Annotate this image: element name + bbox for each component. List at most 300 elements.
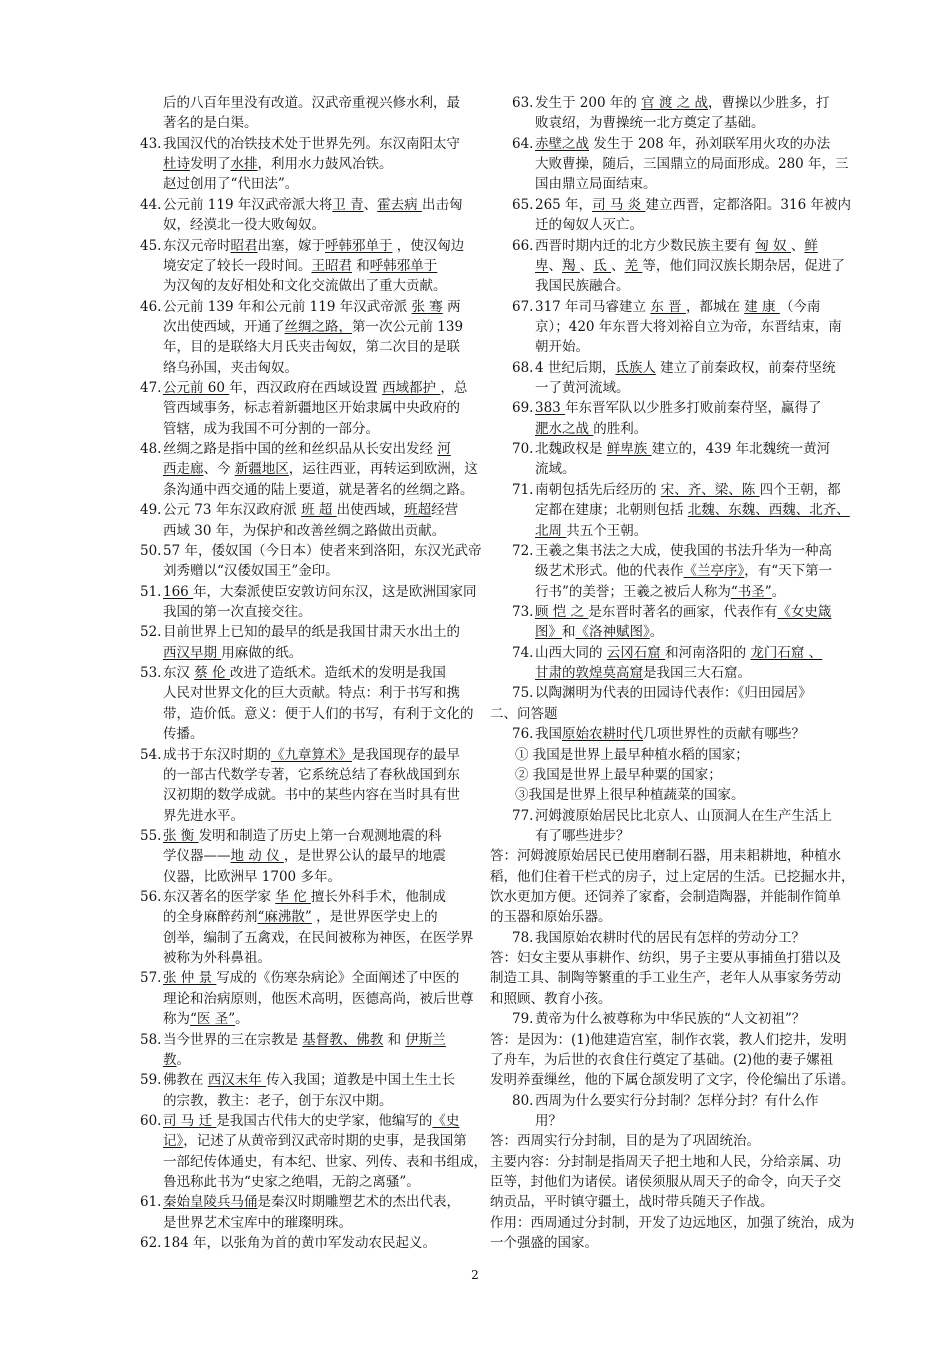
text-run: 和河南洛阳的 <box>665 644 751 661</box>
text-run: 制造工具、制陶等繁重的手工业生产，老年人从事家务劳动 <box>490 970 841 987</box>
text-run: 是我国三大石窟。 <box>643 665 751 682</box>
list-item <box>490 358 870 399</box>
text-run: 265 年， <box>535 196 593 213</box>
text-line <box>140 989 485 1009</box>
underlined-term: 丝绸之路， <box>284 318 352 335</box>
text-line <box>490 195 870 215</box>
text-line <box>140 297 485 317</box>
underlined-term: 北周 <box>535 522 567 539</box>
text-run: ③我国是世界上很早种植蔬菜的国家。 <box>515 787 745 804</box>
text-run: 公元 73 年东汉政府派 <box>163 502 302 519</box>
text-line <box>490 154 870 174</box>
text-run: 东汉著名的医学家 <box>163 889 276 906</box>
text-run: ② 我国是世界上最早种粟的国家； <box>515 766 722 783</box>
text-run: 朝开始。 <box>535 339 589 356</box>
underlined-term: 水排 <box>230 156 258 173</box>
item-number: 43. <box>140 135 162 152</box>
underlined-term: 淝水之战 <box>535 420 594 437</box>
text-run: 汉初期的数学成就。书中的某些内容在当时具有世 <box>163 787 460 804</box>
text-run: 丝绸之路是指中国的丝和丝织品从长安出发经 <box>163 441 438 458</box>
answer-line <box>490 1172 870 1192</box>
text-line <box>490 724 870 744</box>
text-run: （今南 <box>779 298 821 315</box>
text-line <box>140 1030 485 1050</box>
text-run: 。 <box>176 1051 190 1068</box>
text-line <box>490 826 870 846</box>
item-number: 51. <box>140 583 162 600</box>
question-block <box>490 1009 870 1090</box>
item-number: 77. <box>512 807 534 824</box>
underlined-term: 地 动 仪 <box>230 848 284 865</box>
text-run: 、 <box>790 237 805 254</box>
item-number: 54. <box>140 746 162 763</box>
underlined-term: 北魏、东魏、西魏、北齐、 <box>687 502 850 519</box>
text-line <box>140 765 485 785</box>
underlined-term: 《兰亭序》 <box>683 563 745 580</box>
answer-line <box>490 989 870 1009</box>
text-line <box>140 1070 485 1090</box>
item-number: 74. <box>512 644 534 661</box>
text-run: 著名的是白渠。 <box>163 115 258 132</box>
underlined-term: 官 渡 之 战 <box>641 95 709 111</box>
text-run: 理论和治病原则，他医术高明，医德高尚，被后世尊 <box>163 990 474 1007</box>
text-run: 我国民族融合。 <box>535 278 630 295</box>
text-line <box>140 337 485 357</box>
text-line <box>490 500 870 520</box>
text-line <box>140 867 485 887</box>
text-run: 出击匈 <box>421 196 463 213</box>
item-number: 62. <box>140 1235 162 1252</box>
text-line <box>140 1091 485 1111</box>
text-line <box>490 113 870 133</box>
text-run: 河姆渡原始居民比北京人、山顶洞人在生产生活上 <box>535 807 832 824</box>
underlined-term: 秦始皇陵兵马俑 <box>163 1194 258 1211</box>
text-run: 饮水更加方便。还饲养了家畜，会制造陶器，并能制作简单 <box>490 889 841 906</box>
text-run: 是世界艺术宝库中的璀璨明珠。 <box>163 1214 352 1231</box>
underlined-term: 记》 <box>163 1133 184 1150</box>
text-run: ，使汉匈边 <box>392 237 465 254</box>
underlined-term: 张 衡 <box>163 827 199 844</box>
text-run: 山西大同的 <box>535 644 607 661</box>
underlined-term: 龙门石窟 、 <box>750 644 823 661</box>
item-number: 58. <box>140 1031 162 1048</box>
text-line <box>140 1131 485 1151</box>
text-run: 我国原始农耕时代的居民有怎样的劳动分工？ <box>535 929 805 946</box>
list-item <box>140 1111 485 1192</box>
text-run: 发生于 208 年，孙刘联军用火攻的办法 <box>589 135 831 152</box>
right-column <box>490 93 870 1253</box>
list-item <box>140 1070 485 1111</box>
item-number: 72. <box>512 542 534 559</box>
text-run: 和 <box>352 257 370 274</box>
underlined-term: 班 超 <box>301 502 337 519</box>
item-number: 73. <box>512 603 534 620</box>
answer-line <box>490 1192 870 1212</box>
underlined-term: 羌 <box>624 257 643 274</box>
text-run: 刘秀赠以“汉倭奴国王”金印。 <box>163 563 339 580</box>
text-run: 为汉匈的友好相处和文化交流做出了重大贡献。 <box>163 278 447 295</box>
text-run: 我国 <box>535 726 562 743</box>
text-run: 东汉 <box>163 665 195 682</box>
answer-line <box>490 1070 870 1090</box>
underlined-term: 西域都护 <box>382 380 441 397</box>
text-line <box>490 337 870 357</box>
underlined-term: 顾 恺 之 <box>535 603 589 620</box>
text-line <box>140 1009 485 1029</box>
text-run: 国由鼎立局面结束。 <box>535 176 657 193</box>
left-column <box>140 93 485 1253</box>
list-item <box>140 134 485 195</box>
text-run: 答：是因为：(1)他建造宫室，制作衣裳，教人们挖井，发明 <box>490 1031 847 1048</box>
text-line <box>140 1111 485 1131</box>
text-line <box>490 358 870 378</box>
text-line <box>140 785 485 805</box>
text-line <box>490 602 870 622</box>
answer-point <box>490 745 870 765</box>
text-run: ，有“天下第一 <box>744 563 833 580</box>
text-run: 。 <box>235 1011 249 1028</box>
underlined-term: 氐 <box>593 257 612 274</box>
underlined-term: “书圣” <box>730 583 772 600</box>
text-line <box>140 541 485 561</box>
underlined-term: 河 <box>437 441 451 458</box>
underlined-term: 166 <box>163 583 194 600</box>
underlined-term: 司 马 炎 <box>592 196 646 213</box>
list-item <box>140 663 485 744</box>
item-number: 64. <box>512 135 534 152</box>
question-block <box>490 1091 870 1254</box>
underlined-term: 云冈石窟 <box>606 644 666 661</box>
item-number: 56. <box>140 889 162 906</box>
item-number: 55. <box>140 827 162 844</box>
text-run: 57 年，倭奴国（今日本）使者来到洛阳，东汉光武帝 <box>163 542 482 559</box>
underlined-term: “麻沸散” <box>257 909 312 926</box>
text-run: 、 <box>579 257 594 274</box>
text-run: 几项世界性的贡献有哪些？ <box>643 726 805 743</box>
underlined-term: 张 仲 景 <box>163 970 217 987</box>
underlined-term: 《九章算术》 <box>271 746 352 763</box>
text-run: 、 <box>363 196 378 213</box>
underlined-term: 原始农耕时代 <box>562 726 643 743</box>
text-run: ，曹操以少胜多，打 <box>708 95 830 111</box>
text-line <box>490 256 870 276</box>
text-line <box>490 541 870 561</box>
underlined-term: 东 晋 <box>650 298 686 315</box>
text-run: 成书于东汉时期的 <box>163 746 271 763</box>
text-run: 发明和制造了历史上第一台观测地震的科 <box>198 827 442 844</box>
answer-point <box>490 765 870 785</box>
text-run: ① 我国是世界上最早种植水稻的国家； <box>515 746 749 763</box>
list-item <box>490 643 870 684</box>
text-run: 是东晋时著名的画家，代表作有 <box>588 603 778 620</box>
item-number: 60. <box>140 1112 162 1129</box>
list-item <box>140 887 485 968</box>
text-run: 。 <box>771 583 786 600</box>
list-item <box>490 602 870 643</box>
text-line <box>490 622 870 642</box>
list-item <box>490 480 870 541</box>
item-number: 69. <box>512 400 534 417</box>
text-run: 流域。 <box>535 461 576 478</box>
text-run: 一个强盛的国家。 <box>490 1235 598 1252</box>
list-item <box>140 378 485 439</box>
text-run: 用麻做的纸。 <box>221 644 303 661</box>
text-line <box>490 378 870 398</box>
item-number: 65. <box>512 196 534 213</box>
text-run: 四个王朝，都 <box>759 481 841 498</box>
text-run: 东汉元帝时 <box>163 237 231 254</box>
text-line <box>140 582 485 602</box>
text-run: 西域 30 年，为保护和改善丝绸之路做出贡献。 <box>163 522 446 539</box>
underlined-term: 卫 青 <box>332 196 364 213</box>
underlined-term: 昭君 <box>230 237 258 254</box>
text-line <box>140 846 485 866</box>
text-run: 境安定了较长一段时间。 <box>163 257 312 274</box>
underlined-term: 华 佗 <box>275 889 311 906</box>
text-run: 条沟通中西交通的陆上要道，就是著名的丝绸之路。 <box>163 481 474 498</box>
underlined-term: 基督教、佛教 <box>302 1031 384 1048</box>
underlined-term: 宋、齐、梁、陈 <box>660 481 760 498</box>
text-line <box>140 561 485 581</box>
text-run: 络乌孙国，夹击匈奴。 <box>163 359 298 376</box>
item-number: 78. <box>512 929 534 946</box>
item-number: 57. <box>140 970 162 987</box>
item-number: 67. <box>512 298 534 315</box>
text-run: 、 <box>548 257 562 274</box>
item-number: 49. <box>140 502 162 519</box>
item-number: 76. <box>512 726 534 743</box>
text-line <box>490 439 870 459</box>
text-run: 被称为外科鼻祖。 <box>163 950 271 967</box>
text-line <box>490 561 870 581</box>
text-run: 年，目的是联络大月氏夹击匈奴，第二次目的是联 <box>163 339 460 356</box>
text-run: 出塞，嫁于 <box>257 237 325 254</box>
text-run: 行书”的美誉；王羲之被后人称为 <box>535 583 731 600</box>
text-line <box>140 683 485 703</box>
item-number: 70. <box>512 441 534 458</box>
underlined-term: 图》 <box>535 624 562 641</box>
underlined-term: 建 康 <box>744 298 780 315</box>
text-line <box>140 1172 485 1192</box>
text-run: 大败曹操，随后，三国鼎立的局面形成。280 年，三 <box>535 156 849 173</box>
text-run: 作用：西周通过分封制，开发了边远地区，加强了统治，成为 <box>490 1214 855 1231</box>
underlined-term: 西汉末年 <box>207 1072 267 1089</box>
underlined-term: 王昭君 <box>311 257 352 274</box>
list-item <box>490 541 870 602</box>
text-line <box>490 419 870 439</box>
text-run: 西周为什么要实行分封制？怎样分封？有什么作 <box>535 1092 819 1109</box>
answer-point <box>490 785 870 805</box>
underlined-term: 班超 <box>404 502 432 519</box>
text-line <box>140 622 485 642</box>
text-line <box>140 1233 485 1253</box>
text-line <box>490 1009 870 1029</box>
text-line <box>140 907 485 927</box>
item-number: 47. <box>140 380 162 397</box>
underlined-term: 《女史箴 <box>777 603 832 620</box>
text-run: 次出使西域，开通了 <box>163 318 285 335</box>
question-block <box>490 806 870 928</box>
list-item <box>140 745 485 826</box>
answer-line <box>490 846 870 866</box>
item-number: 46. <box>140 298 162 315</box>
text-run: 称为 <box>163 1011 190 1028</box>
list-item <box>490 134 870 195</box>
text-line <box>140 948 485 968</box>
text-run: 当今世界的三在宗教是 <box>163 1031 303 1048</box>
text-line <box>490 276 870 296</box>
page-number: 2 <box>471 1268 479 1282</box>
text-run: 迁的匈奴人灭亡。 <box>535 217 643 234</box>
list-item <box>490 236 870 297</box>
text-run: 共五个王朝。 <box>566 522 648 539</box>
text-run: 建立西晋，定都洛阳。316 年被内 <box>645 196 851 213</box>
list-item <box>140 622 485 663</box>
text-run: 的玉器和原始乐器。 <box>490 909 612 926</box>
item-number: 66. <box>512 237 534 254</box>
text-run: 界先进水平。 <box>163 807 244 824</box>
underlined-term: 卑 <box>535 257 549 274</box>
text-run: 是我国古代伟大的史学家，他编写的 <box>216 1112 433 1129</box>
underlined-term: 赤壁之战 <box>535 135 589 152</box>
text-line <box>490 928 870 948</box>
item-number: 45. <box>140 237 162 254</box>
text-run: ，运往西亚，再转运到欧洲，这 <box>288 461 478 478</box>
text-run: 传播。 <box>163 726 204 743</box>
text-run: 一部纪传体通史，有本纪、世家、列传、表和书组成， <box>163 1153 487 1170</box>
text-run: 。 <box>649 624 664 641</box>
text-line <box>490 643 870 663</box>
answer-line <box>490 948 870 968</box>
text-run: 败袁绍，为曹操统一北方奠定了基础。 <box>535 115 765 132</box>
text-run: 臣等，封他们为诸侯。诸侯须服从周天子的命令，向天子交 <box>490 1174 841 1191</box>
text-run: 经营 <box>431 502 459 519</box>
text-run: 年，西汉政府在西域设置 <box>229 380 383 397</box>
underlined-term: 呼韩邪单于 <box>325 237 393 254</box>
list-item <box>140 1192 485 1233</box>
text-line <box>140 602 485 622</box>
text-run: 黄帝为什么被尊称为中华民族的“人文初祖”？ <box>535 1011 806 1028</box>
text-run: 有了哪些进步？ <box>535 827 630 844</box>
text-run: 317 年司马睿建立 <box>535 298 651 315</box>
list-item <box>140 439 485 500</box>
text-run: 等，他们同汉族长期杂居，促进了 <box>642 257 845 274</box>
question-block <box>490 928 870 1009</box>
text-line <box>140 724 485 744</box>
text-run: 西晋时期内迁的北方少数民族主要有 <box>535 237 756 254</box>
text-line <box>490 459 870 479</box>
text-line <box>140 480 485 500</box>
text-run: 和 <box>383 1031 406 1048</box>
text-run: 公元前 139 年和公元前 119 年汉武帝派 <box>163 298 412 315</box>
item-number: 79. <box>512 1011 534 1028</box>
text-line <box>490 1111 870 1131</box>
answer-line <box>490 1030 870 1050</box>
text-line <box>140 419 485 439</box>
underlined-term: 呼韩邪单于 <box>369 257 438 274</box>
text-run: 的宗教，教主：老子，创于东汉中期。 <box>163 1092 393 1109</box>
text-line <box>140 195 485 215</box>
list-item <box>140 195 485 236</box>
text-run: 以陶渊明为代表的田园诗代表作：《归田园居》 <box>535 685 812 702</box>
text-line <box>140 317 485 337</box>
item-number: 68. <box>512 359 534 376</box>
item-number: 48. <box>140 441 162 458</box>
text-run: 我国的第一次直接交往。 <box>163 603 312 620</box>
text-run: 答：妇女主要从事耕作、纺织，男子主要从事捕鱼打猎以及 <box>490 950 841 967</box>
text-run: 用？ <box>535 1112 562 1129</box>
text-run: 、今 <box>203 461 235 478</box>
text-run: 仪器，比欧洲早 1700 多年。 <box>163 868 341 885</box>
text-run: 出使西域， <box>336 502 405 519</box>
text-run: ，记述了从黄帝到汉武帝时期的史事，是我国第 <box>183 1133 467 1150</box>
text-run: 南朝包括先后经历的 <box>535 481 661 498</box>
text-run: 目前世界上已知的最早的纸是我国甘肃天水出土的 <box>163 624 460 641</box>
list-item <box>490 93 870 134</box>
text-line <box>140 215 485 235</box>
text-line <box>140 1192 485 1212</box>
text-line <box>140 521 485 541</box>
underlined-term: 羯 <box>562 257 580 274</box>
text-line <box>490 174 870 194</box>
text-line <box>140 663 485 683</box>
list-item <box>490 683 870 703</box>
list-item <box>140 93 485 134</box>
text-run: 和照顾、教育小孩。 <box>490 990 612 1007</box>
text-line <box>140 154 485 174</box>
list-item <box>490 398 870 439</box>
item-number: 52. <box>140 624 162 641</box>
text-line <box>140 500 485 520</box>
text-run: 、 <box>611 257 625 274</box>
text-run: 一了黄河流域。 <box>535 380 630 397</box>
list-item <box>490 297 870 358</box>
text-line <box>140 806 485 826</box>
text-run: 建立的，439 年北魏统一黄河 <box>651 441 831 458</box>
text-line <box>140 256 485 276</box>
underlined-term: 蔡 伦 <box>194 665 230 682</box>
item-number: 59. <box>140 1072 162 1089</box>
text-line <box>490 317 870 337</box>
text-line <box>140 1213 485 1233</box>
text-run: 王羲之集书法之大成，使我国的书法升华为一种高 <box>535 542 832 559</box>
underlined-term: 公元前 60 <box>163 380 230 397</box>
text-run: 的全身麻醉药剂 <box>163 909 258 926</box>
text-run: 的胜利。 <box>593 420 648 437</box>
underlined-term: 西汉早期 <box>163 644 222 661</box>
underlined-term: 新疆地区 <box>234 461 289 478</box>
text-run: 我国汉代的冶铁技术处于世界先列。东汉南阳太守 <box>163 135 460 152</box>
underlined-term: 教 <box>163 1051 177 1068</box>
answer-line <box>490 887 870 907</box>
text-line <box>490 1091 870 1111</box>
underlined-term: 杜诗 <box>163 156 190 173</box>
text-run: ，利用水力鼓风冶铁。 <box>257 156 393 173</box>
text-run: 两 <box>442 298 461 315</box>
text-run: 答：西周实行分封制，目的是为了巩固统治。 <box>490 1133 760 1150</box>
text-line <box>140 928 485 948</box>
text-run: 建立了前秦政权，前秦苻坚统 <box>655 359 836 376</box>
text-run: 发生于 200 年的 <box>535 95 642 111</box>
text-run: ，是世界公认的最早的地震 <box>283 848 446 865</box>
text-run: 纳贡品，平时镇守疆土，战时带兵随天子作战。 <box>490 1194 774 1211</box>
text-line <box>140 745 485 765</box>
text-run: 是秦汉时期雕塑艺术的杰出代表， <box>257 1194 460 1211</box>
list-item <box>140 297 485 378</box>
text-run: 擅长外科手术，他制成 <box>310 889 446 906</box>
list-item <box>140 236 485 297</box>
text-run: ，都城在 <box>685 298 745 315</box>
